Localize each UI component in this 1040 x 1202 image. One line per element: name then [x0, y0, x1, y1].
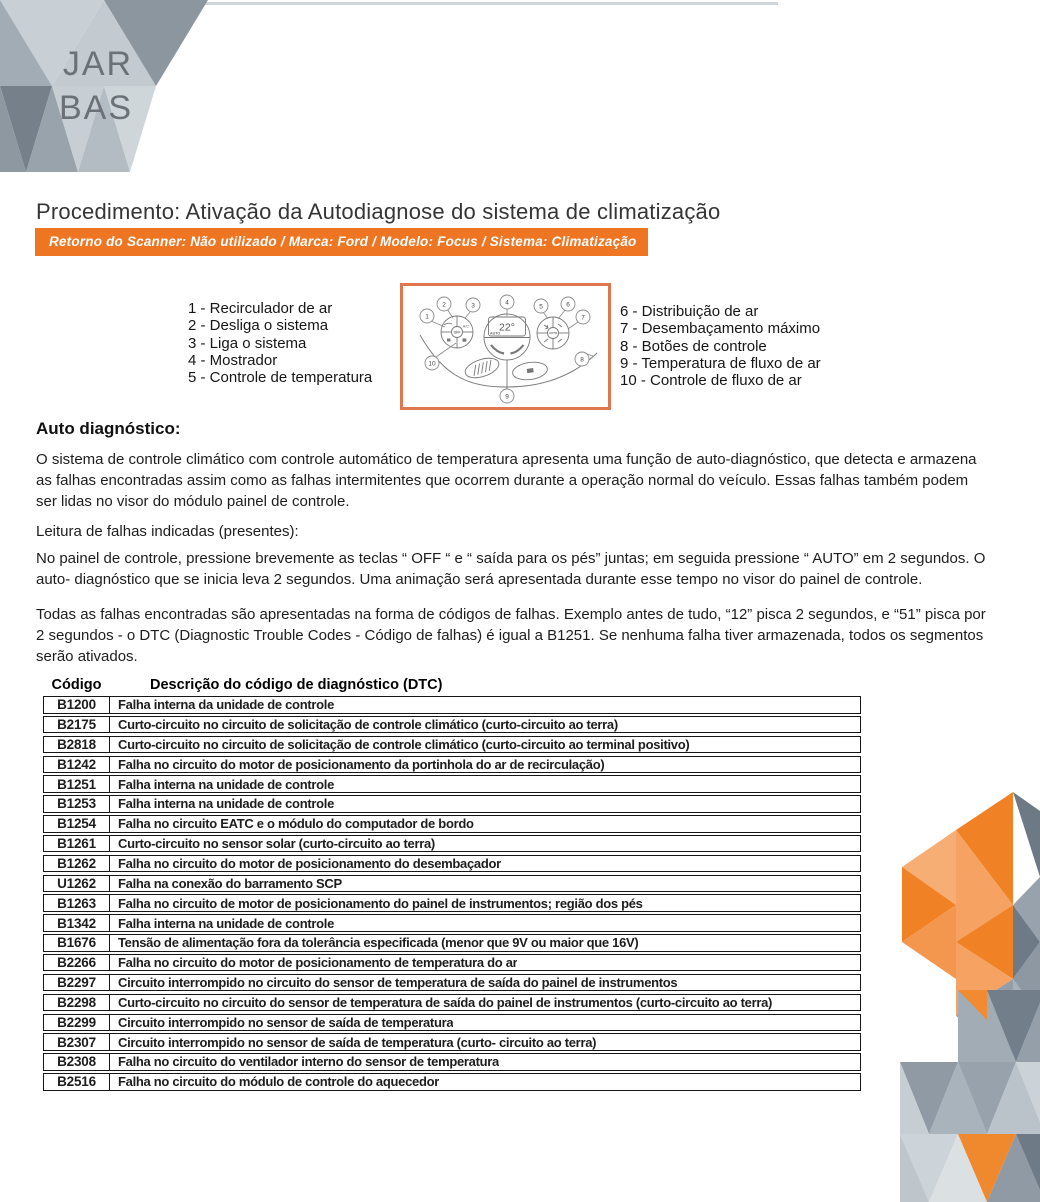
- table-row: [43, 1053, 861, 1071]
- logo-triangle-mosaic: [0, 0, 208, 172]
- table-row: [43, 855, 861, 873]
- dtc-code-cell: B1251: [44, 776, 110, 792]
- auto-diagnostic-heading: Auto diagnóstico:: [36, 419, 181, 438]
- dtc-code-cell: B2308: [44, 1054, 110, 1070]
- dtc-description-cell: Curto-circuito no circuito de solicitação de controle climático (curto-circuito ao terra): [118, 717, 618, 733]
- legend-item: 1 - Recirculador de ar: [188, 300, 333, 317]
- dtc-code-cell: B2266: [44, 955, 110, 971]
- dtc-description-cell: Curto-circuito no sensor solar (curto-circuito ao terra): [118, 836, 435, 852]
- logo-text-line1: JAR: [62, 45, 134, 83]
- dtc-description-cell: Falha no circuito EATC e o módulo do computador de bordo: [118, 816, 474, 832]
- legend-item: 7 - Desembaçamento máximo: [620, 320, 821, 338]
- table-row: [43, 875, 861, 893]
- legend-item: 3 - Liga o sistema: [188, 334, 307, 352]
- legend-item: 4 - Mostrador: [188, 351, 278, 369]
- table-row: [43, 1014, 861, 1032]
- dtc-code-cell: B2516: [44, 1074, 110, 1090]
- callout-number: 5: [539, 303, 543, 311]
- logo-text-line2: BAS: [58, 89, 134, 127]
- dtc-description-cell: Falha no circuito de motor de posicionamento do painel de instrumentos; região dos pés: [118, 895, 643, 911]
- dtc-code-cell: B2307: [44, 1034, 110, 1050]
- table-row: [43, 756, 861, 774]
- fan-icon: [527, 368, 534, 373]
- callout-number: 6: [566, 301, 570, 309]
- table-row: [43, 775, 861, 793]
- dtc-description-cell: Falha no circuito do motor de posicionamento de temperatura do ar: [118, 955, 518, 971]
- callout-number: 2: [442, 301, 446, 309]
- reading-faults-line: Leitura de falhas indicadas (presentes):: [36, 523, 299, 540]
- dtc-code-cell: B2175: [44, 717, 110, 733]
- dtc-code-cell: B1263: [44, 895, 110, 911]
- dtc-code-cell: B1200: [44, 697, 110, 713]
- callout-number: 8: [580, 356, 584, 364]
- table-row: [43, 696, 861, 714]
- dtc-description-cell: Curto-circuito no circuito do sensor de temperatura de saída do painel de instrumentos (curto-circuito ao terra): [118, 994, 773, 1010]
- callout-number: 7: [581, 314, 585, 322]
- display-auto-label: AUTO: [490, 331, 501, 336]
- dtc-code-cell: B1253: [44, 796, 110, 812]
- dtc-description-cell: Falha interna na unidade de controle: [118, 776, 335, 792]
- procedure-info-banner: Retorno do Scanner: Não utilizado / Marca: Ford / Modelo: Focus / Sistema: Climatização: [35, 228, 648, 256]
- table-row: [43, 835, 861, 853]
- callout-number: 9: [505, 393, 509, 401]
- table-row: [43, 716, 861, 734]
- dtc-description-cell: Falha no circuito do módulo de controle do aquecedor: [118, 1074, 439, 1090]
- dtc-code-cell: B2818: [44, 737, 110, 753]
- legend-item: 6 - Distribuição de ar: [620, 303, 759, 320]
- right-auto-label: AUTO: [548, 331, 558, 336]
- callout-number: 1: [425, 313, 429, 321]
- ac-label: A/C: [462, 323, 470, 329]
- callout-number: 4: [505, 299, 509, 307]
- climate-panel-diagram: [400, 283, 611, 410]
- paragraph-system-description: O sistema de controle climático com controle automático de temperatura apresenta uma função de auto-diagnóstico, que detecta e armazena as falhas encontradas assim como as falhas intermitentes que ocorrem durante a operação normal do veículo. Essas falhas também podem ser lidas no visor do módulo painel de controle.: [36, 451, 977, 510]
- defrost-button-icon: [463, 339, 467, 342]
- legend-list-right: [620, 303, 821, 389]
- dtc-table: [43, 677, 861, 1093]
- dtc-description-cell: Circuito interrompido no sensor de saída de temperatura: [118, 1014, 454, 1030]
- legend-item: 2 - Desliga o sistema: [188, 317, 329, 335]
- table-row: [43, 1033, 861, 1051]
- dtc-code-cell: B2298: [44, 995, 110, 1011]
- dtc-description-cell: Circuito interrompido no circuito do sensor de temperatura de saída do painel de instrumentos: [118, 975, 678, 991]
- dtc-code-cell: B1676: [44, 935, 110, 951]
- table-row: [43, 934, 861, 952]
- off-label: OFF: [453, 330, 461, 335]
- dtc-description-cell: Curto-circuito no circuito de solicitação de controle climático (curto-circuito ao terminal positivo): [118, 736, 690, 752]
- dtc-description-cell: Falha no circuito do ventilador interno do sensor de temperatura: [118, 1054, 499, 1070]
- dtc-code-cell: B1254: [44, 816, 110, 832]
- dtc-description-cell: Tensão de alimentação fora da tolerância especificada (menor que 9V ou maior que 16V): [118, 935, 639, 951]
- table-row: [43, 1073, 861, 1091]
- display-temperature: 22°: [499, 321, 515, 334]
- dtc-table-header: [43, 677, 861, 695]
- dtc-header-description: Descrição do código de diagnóstico (DTC): [150, 677, 443, 693]
- legend-item: 5 - Controle de temperatura: [188, 369, 373, 387]
- dtc-code-cell: B1242: [44, 757, 110, 773]
- dtc-description-cell: Falha na conexão do barramento SCP: [118, 875, 342, 891]
- legend-item: 9 - Temperatura de fluxo de ar: [620, 354, 821, 372]
- table-row: [43, 974, 861, 992]
- dtc-code-cell: B1262: [44, 856, 110, 872]
- jarbas-logo: [0, 0, 215, 175]
- table-row: [43, 815, 861, 833]
- dtc-code-cell: B1261: [44, 836, 110, 852]
- dtc-description-cell: Falha no circuito do motor de posicionamento da portinhola do ar de recirculação): [118, 756, 605, 772]
- table-row: [43, 894, 861, 912]
- dtc-code-cell: U1262: [44, 876, 110, 892]
- decorative-triangle-mosaic: [900, 780, 1040, 1202]
- dtc-table-rows: [43, 696, 861, 1091]
- dtc-code-cell: B1342: [44, 915, 110, 931]
- legend-item: 10 - Controle de fluxo de ar: [620, 372, 802, 390]
- dtc-description-cell: Circuito interrompido no sensor de saída de temperatura (curto- circuito ao terra): [118, 1034, 597, 1050]
- legend-item: 8 - Botões de controle: [620, 337, 767, 355]
- table-row: [43, 736, 861, 754]
- paragraph-procedure: No painel de controle, pressione brevemente as teclas “ OFF “ e “ saída para os pés” juntas; em seguida pressione “ AUTO” em 2 segundos. O auto- diagnóstico que se inicia leva 2 segundos. Uma animação será apresentada durante esse tempo no visor do painel de controle.: [36, 550, 986, 588]
- footwell-icon: [447, 339, 450, 342]
- dtc-description-cell: Falha no circuito do motor de posicionamento do desembaçador: [118, 856, 501, 871]
- paragraph-fault-codes: Todas as falhas encontradas são apresentadas na forma de códigos de falhas. Exemplo antes de tudo, “12” pisca 2 segundos, e “51” pisca por 2 segundos - o DTC (Diagnostic Trouble Codes - Código de falhas) é igual a B1251. Se nenhuma falha tiver armazenada, todos os segmentos serão ativados.: [36, 606, 986, 665]
- dtc-description-cell: Falha interna da unidade de controle: [118, 697, 335, 713]
- table-row: [43, 914, 861, 932]
- callout-number: 10: [428, 360, 436, 368]
- dtc-description-cell: Falha interna na unidade de controle: [118, 915, 335, 931]
- table-row: [43, 795, 861, 813]
- dtc-header-code: Código: [51, 677, 102, 693]
- table-row: [43, 994, 861, 1012]
- dtc-code-cell: B2297: [44, 975, 110, 991]
- table-row: [43, 954, 861, 972]
- page-title: Procedimento: Ativação da Autodiagnose do sistema de climatização: [36, 199, 721, 224]
- callout-number: 3: [471, 302, 475, 310]
- legend-list-left: [188, 300, 372, 386]
- dtc-code-cell: B2299: [44, 1015, 110, 1031]
- dtc-description-cell: Falha interna na unidade de controle: [118, 796, 335, 812]
